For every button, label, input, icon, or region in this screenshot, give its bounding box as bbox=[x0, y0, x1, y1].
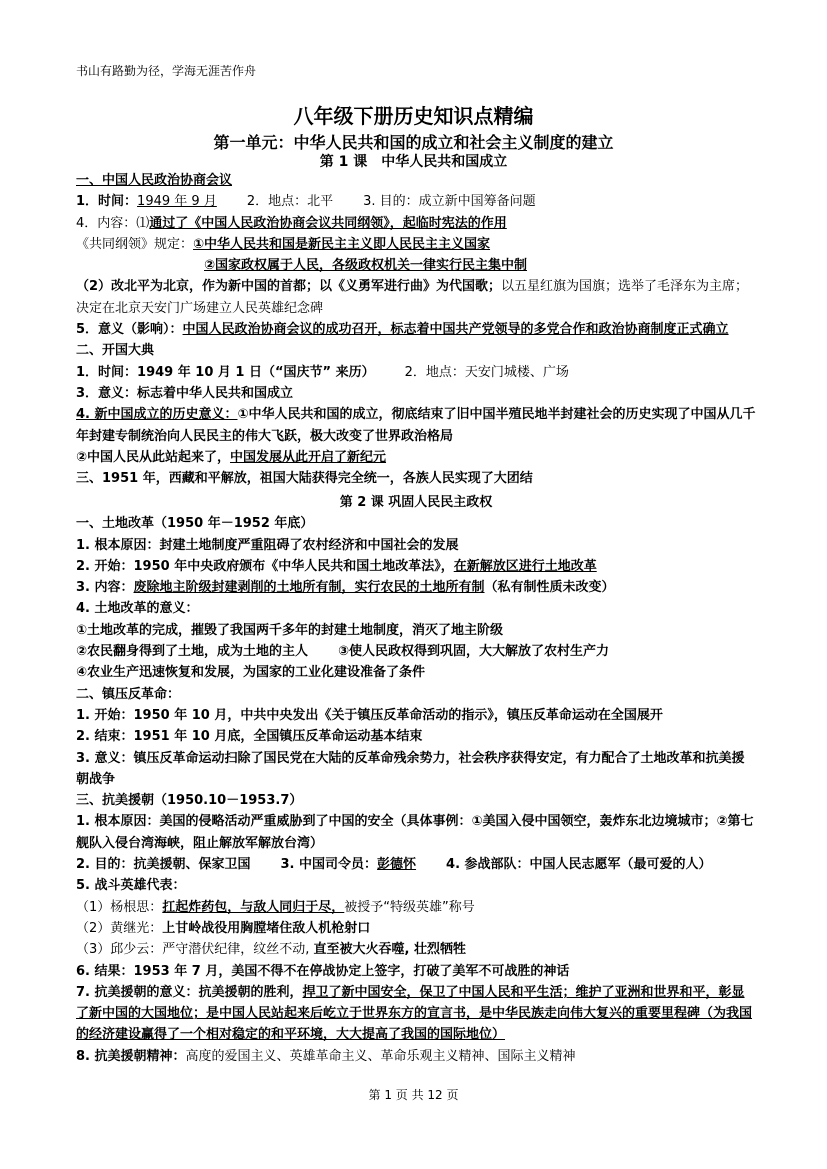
paragraph: ①土地改革的完成，摧毁了我国两千多年的封建土地制度，消灭了地主阶级 bbox=[76, 622, 504, 638]
text: （3）邱少云：严守潜伏纪律，纹丝不动, bbox=[76, 942, 314, 958]
paragraph bbox=[76, 276, 756, 319]
paragraph bbox=[76, 939, 756, 960]
text: 《共同纲领》规定： bbox=[76, 236, 194, 252]
text: 2. 开始：1950 年中央政府颁布《中华人民共和国土地改革法》， bbox=[76, 558, 454, 574]
paragraph bbox=[76, 404, 756, 447]
text: 5．意义（影响）： bbox=[76, 322, 183, 338]
paragraph bbox=[76, 854, 756, 875]
text: 捍卫了新中国安全，保卫了中国人民和平生活；维护了亚洲和世界和平，彰显了新中国的大国地位；是中国人民站起来后屹立于世界东方的宣言书，是中华民族走向伟大复兴的重要里程碑（为我国的经济建设赢得了一个相对稳定的和平环境，大大提高了我国的国际地位） bbox=[76, 984, 753, 1043]
page-footer: 第 1 页 共 12 页 bbox=[368, 1088, 459, 1102]
text: 通过了《中国人民政治协商会议共同纲领》，起临时宪法的作用 bbox=[149, 215, 507, 231]
text: ②农民翻身得到了土地，成为土地的主人 bbox=[76, 644, 309, 660]
paragraph bbox=[76, 982, 756, 1046]
section-heading: 二、镇压反革命： bbox=[76, 686, 181, 702]
text: （2）改北平为北京，作为新中国的首都；以《义勇军进行曲》为代国歌； bbox=[76, 279, 502, 295]
text: 4. 参战部队：中国人民志愿军（最可爱的人） bbox=[446, 857, 712, 873]
paragraph bbox=[76, 319, 756, 340]
text: （2）黄继光： bbox=[76, 920, 163, 936]
paragraph bbox=[76, 447, 756, 468]
paragraph bbox=[76, 362, 756, 383]
text: 被授予“特级英雄”称号 bbox=[344, 899, 475, 915]
paragraph bbox=[76, 897, 756, 918]
paragraph: ②国家政权属于人民，各级政权机关一律实行民主集中制 bbox=[204, 258, 528, 274]
lesson2-title: 第 2 课 巩固人民民主政权 bbox=[339, 495, 493, 510]
text: ①中华人民共和国是新民主主义即人民民主主义国家 bbox=[193, 236, 491, 252]
paragraph: 三、1951 年，西藏和平解放，祖国大陆获得完全统一，各族人民实现了大团结 bbox=[76, 471, 533, 487]
paragraph: 6. 结果：1953 年 7 月，美国不得不在停战协定上签字，打破了美军不可战胜的神话 bbox=[76, 963, 570, 979]
text: 1949 年 9 月 bbox=[137, 194, 217, 210]
paragraph: 2. 结束：1951 年 10 月底，全国镇压反革命运动基本结束 bbox=[76, 729, 423, 745]
text: ①中华人民共和国的成立，彻底结束了旧中国半殖民地半封建社会的历史实现了中国从几千年封建专制统治向人民民主的伟大飞跃，极大改变了世界政治格局 bbox=[76, 407, 756, 444]
paragraph: 1. 开始：1950 年 10 月，中共中央发出《关于镇压反革命活动的指示》，镇压反革命运动在全国展开 bbox=[76, 707, 663, 723]
paragraph bbox=[76, 918, 756, 939]
text: 3. 中国司令员： bbox=[280, 857, 378, 873]
paragraph bbox=[76, 556, 756, 577]
text: 2. 目的：抗美援朝、保家卫国 bbox=[76, 857, 251, 873]
text: 扛起炸药包，与敌人同归于尽， bbox=[162, 899, 345, 915]
text: 7. 抗美援朝的意义：抗美援朝的胜利， bbox=[76, 984, 303, 1000]
section-heading: 二、开国大典 bbox=[76, 343, 155, 359]
lesson2-content bbox=[76, 492, 756, 1067]
paragraph: 5. 战斗英雄代表： bbox=[76, 878, 186, 894]
paragraph: 4. 土地改革的意义： bbox=[76, 601, 199, 617]
paragraph: 1. 根本原因：封建土地制度严重阻碍了农村经济和中国社会的发展 bbox=[76, 537, 459, 553]
text: 彭德怀 bbox=[377, 857, 417, 873]
text: 1．时间： bbox=[76, 194, 138, 210]
section-heading: 三、抗美援朝（1950.10－1953.7） bbox=[76, 793, 303, 809]
unit-title: 第一单元：中华人民共和国的成立和社会主义制度的建立 bbox=[213, 133, 614, 152]
paragraph bbox=[76, 577, 756, 598]
text: 中国人民政治协商会议的成功召开，标志着中国共产党领导的多党合作和政治协商制度正式确立 bbox=[182, 322, 729, 338]
text: 2．地点：天安门城楼、广场 bbox=[404, 364, 569, 380]
text: ②中国人民从此站起来了， bbox=[76, 449, 231, 465]
lesson1-title: 第 1 课 中华人民共和国成立 bbox=[319, 154, 508, 170]
paragraph bbox=[76, 191, 756, 212]
text: 2．地点：北平 bbox=[246, 194, 334, 210]
paragraph: ④农业生产迅速恢复和发展，为国家的工业化建设准备了条件 bbox=[76, 665, 426, 681]
text: 高度的爱国主义、英雄革命主义、革命乐观主义精神、国际主义精神 bbox=[185, 1048, 576, 1064]
section-heading: 一、中国人民政治协商会议 bbox=[76, 173, 233, 188]
paragraph: 3. 意义：镇压反革命运动扫除了国民党在大陆的反革命残余势力，社会秩序获得安定，有力配合了土地改革和抗美援朝战争 bbox=[76, 750, 745, 787]
text: 中国发展从此开启了新纪元 bbox=[230, 449, 387, 465]
paragraph: 1. 根本原因：美国的侵略活动严重威胁到了中国的安全（具体事例：①美国入侵中国领空，轰炸东北边境城市；②第七舰队入侵台湾海峡，阻止解放军解放台湾） bbox=[76, 814, 754, 851]
text: （私有制性质未改变） bbox=[484, 580, 615, 596]
text: （1）杨根思： bbox=[76, 899, 163, 915]
section-heading: 一、土地改革（1950 年－1952 年底） bbox=[76, 516, 314, 532]
text: 在新解放区进行土地改革 bbox=[453, 558, 597, 574]
header-motto: 书山有路勤为径，学海无涯苦作舟 bbox=[76, 64, 257, 78]
paragraph bbox=[76, 641, 756, 662]
text: 直至被大火吞噬, 壮烈牺牲 bbox=[313, 942, 467, 958]
text: 上甘岭战役用胸膛堵住敌人机枪射口 bbox=[162, 920, 371, 936]
paragraph bbox=[76, 234, 756, 255]
text: 4. 新中国成立的历史意义： bbox=[76, 407, 238, 423]
paragraph bbox=[76, 213, 756, 234]
paragraph bbox=[76, 1046, 756, 1067]
text: 4．内容：⑴ bbox=[76, 215, 150, 231]
text: 3. 内容： bbox=[76, 580, 134, 596]
text: 3. 目的：成立新中国筹备问题 bbox=[363, 194, 536, 210]
text: ③使人民政权得到巩固，大大解放了农村生产力 bbox=[338, 644, 610, 660]
text: 1．时间：1949 年 10 月 1 日（“国庆节” 来历） bbox=[76, 364, 375, 380]
paragraph: 3．意义：标志着中华人民共和国成立 bbox=[76, 385, 294, 401]
text: 废除地主阶级封建剥削的土地所有制，实行农民的土地所有制 bbox=[133, 580, 485, 596]
text: 8. 抗美援朝精神： bbox=[76, 1048, 186, 1064]
text: 以五星红旗为国旗；选举了毛泽东为主席；决定在北京天安门广场建立人民英雄纪念碑 bbox=[76, 279, 749, 316]
lesson1-content bbox=[76, 170, 756, 489]
document-title: 八年级下册历史知识点精编 bbox=[293, 104, 534, 128]
